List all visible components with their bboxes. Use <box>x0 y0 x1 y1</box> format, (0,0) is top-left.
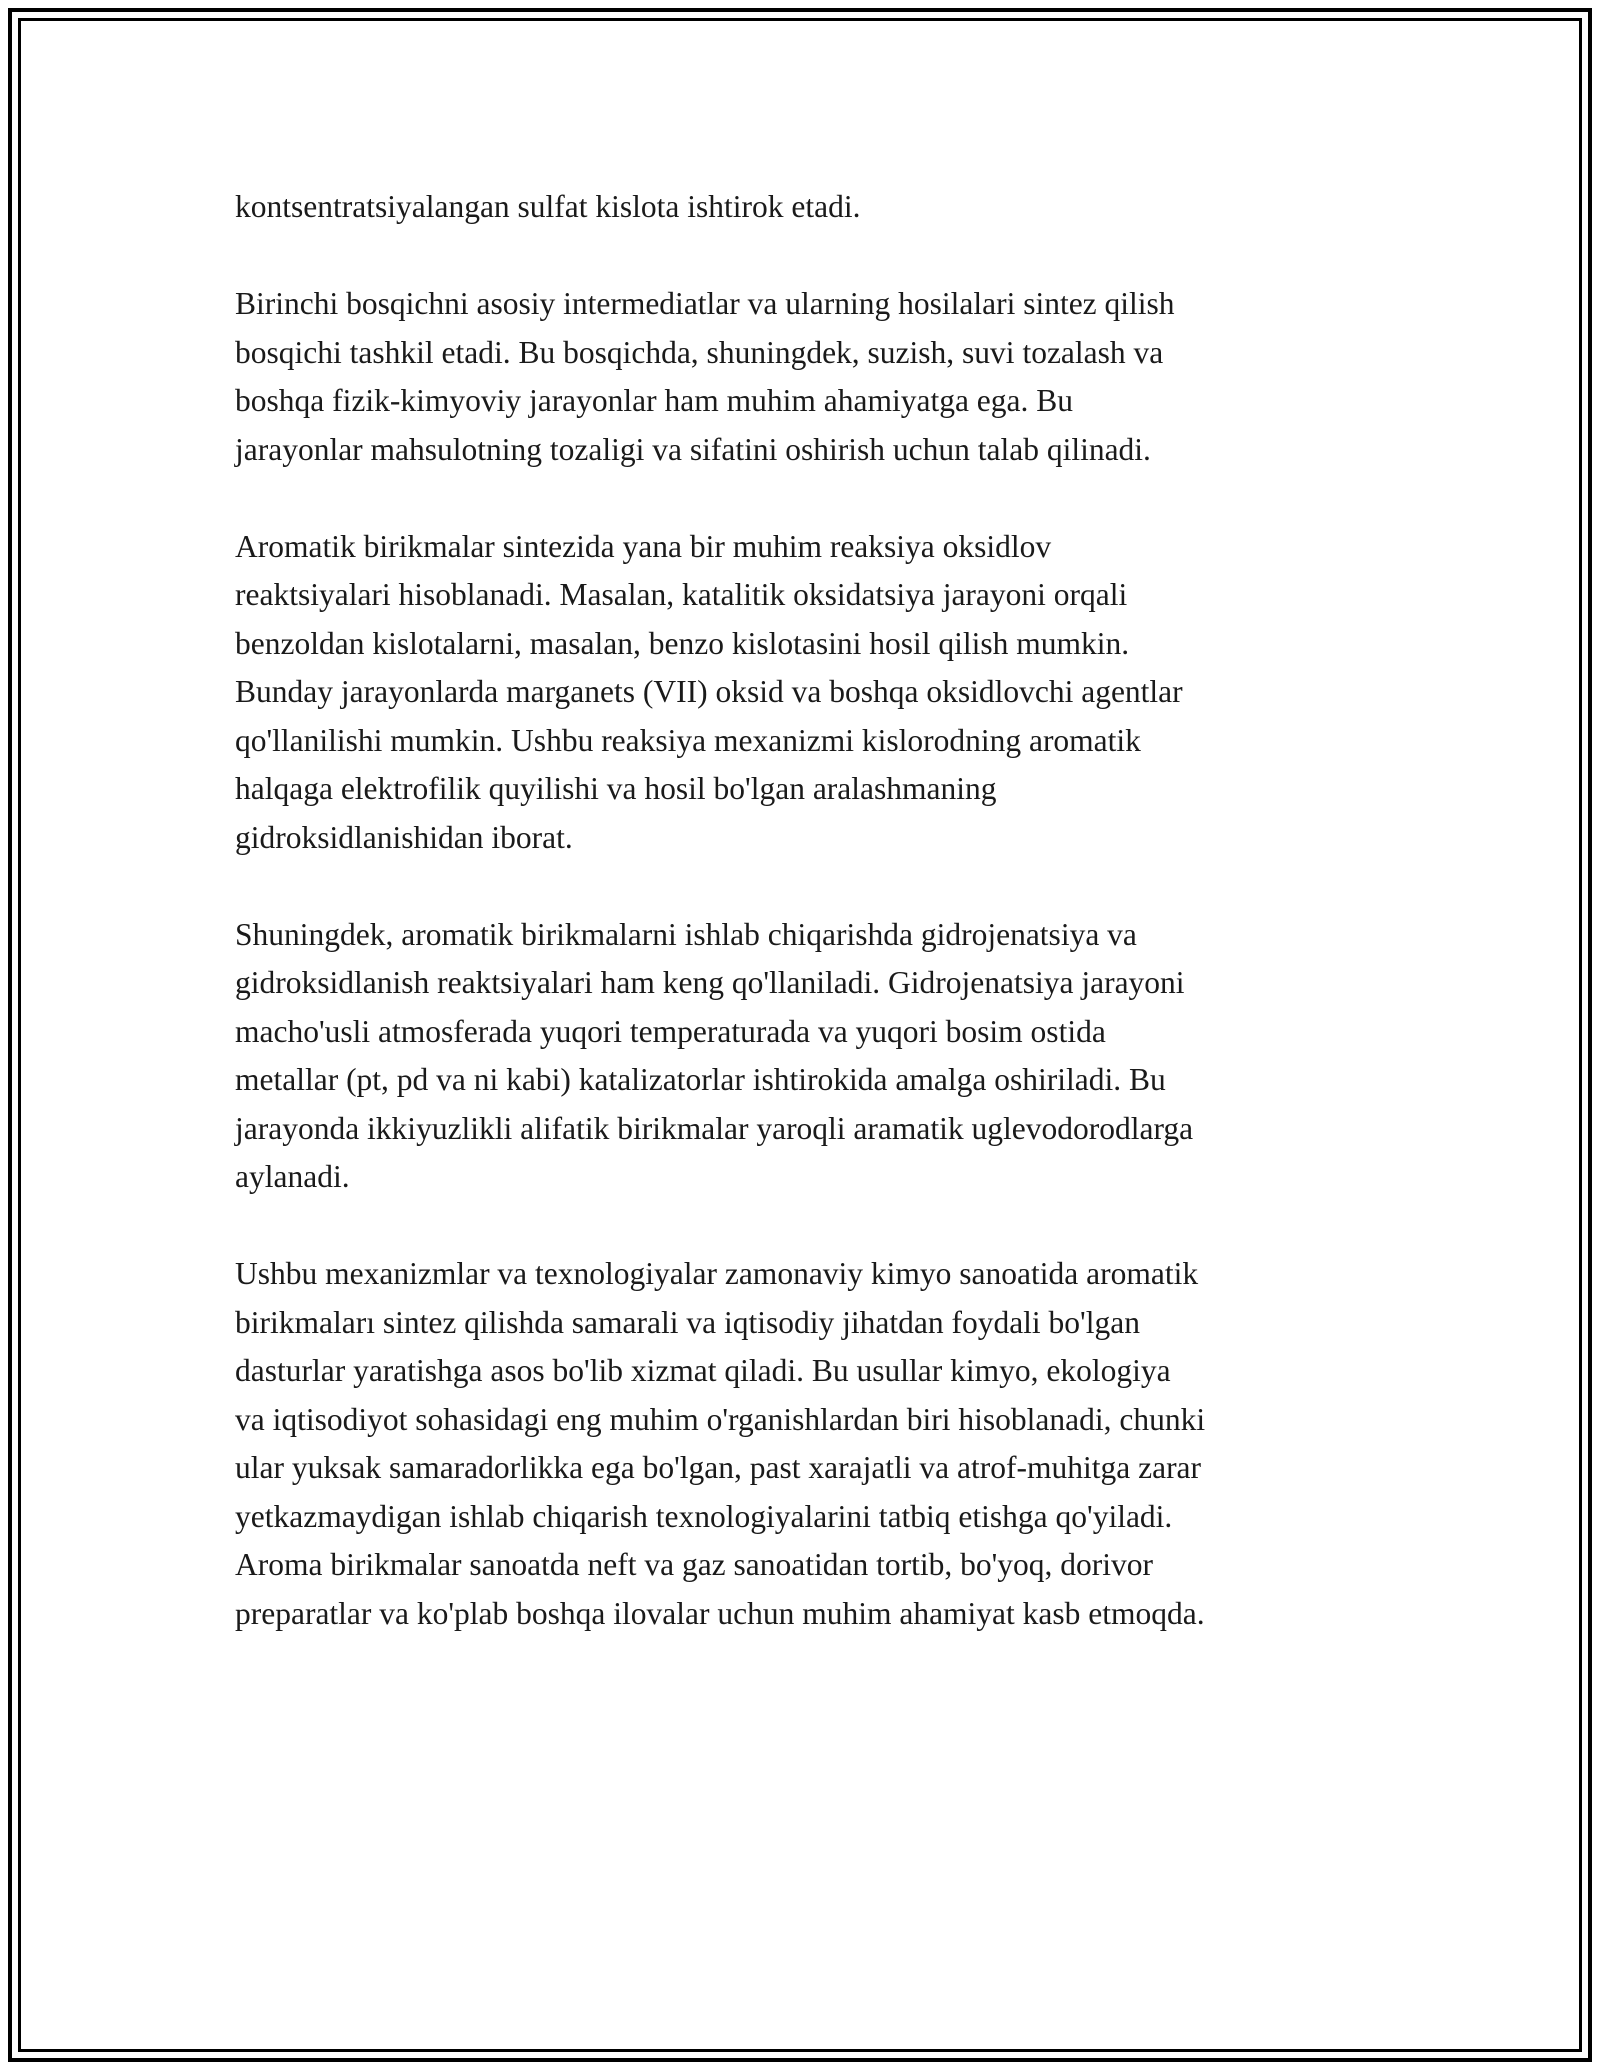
text-line: jarayonda ikkiyuzlikli alifatik birikmalar yaroqli aramatik uglevodorodlarga <box>235 1110 1194 1146</box>
text-line: macho'usli atmosferada yuqori temperaturada va yuqori bosim ostida <box>235 1013 1106 1049</box>
text-line: aylanadi. <box>235 1159 350 1194</box>
text-line: Bunday jarayonlarda marganets (VII) oksid va boshqa oksidlovchi agentlar <box>235 674 1183 709</box>
text-line: bosqichi tashkil etadi. Bu bosqichda, shuningdek, suzish, suvi tozalash va <box>235 334 1164 370</box>
text-line: Shuningdek, aromatik birikmalarni ishlab chiqarishda gidrojenatsiya va <box>235 916 1137 952</box>
text-line: benzoldan kislotalarni, masalan, benzo kislotasini hosil qilish mumkin. <box>235 625 1130 661</box>
document-body <box>235 183 1380 1687</box>
text-line: dasturlar yaratishga asos bo'lib xizmat qiladi. Bu usullar kimyo, ekologiya <box>235 1353 1171 1388</box>
text-line: birikmaları sintez qilishda samarali va iqtisodiy jihatdan foydali bo'lgan <box>235 1304 1140 1340</box>
paragraph-4 <box>235 911 1380 1202</box>
text-line: qo'llanilishi mumkin. Ushbu reaksiya mexanizmi kislorodning aromatik <box>235 722 1141 758</box>
text-line: va iqtisodiyot sohasidagi eng muhim o'rganishlardan biri hisoblanadi, chunki <box>235 1401 1206 1437</box>
text-line: boshqa fizik-kimyoviy jarayonlar ham muhim ahamiyatga ega. Bu <box>235 383 1074 418</box>
text-line: preparatlar va ko'plab boshqa ilovalar uchun muhim ahamiyat kasb etmoqda. <box>235 1595 1205 1631</box>
text-line: ular yuksak samaradorlikka ega bo'lgan, past xarajatli va atrof-muhitga zarar <box>235 1450 1202 1485</box>
paragraph-2 <box>235 280 1380 474</box>
text-line: reaktsiyalari hisoblanadi. Masalan, katalitik oksidatsiya jarayoni orqali <box>235 577 1128 612</box>
text-line: Aromatik birikmalar sintezida yana bir muhim reaksiya oksidlov <box>235 528 1052 564</box>
text-line: yetkazmaydigan ishlab chiqarish texnologiyalarini tatbiq etishga qo'yiladi. <box>235 1498 1173 1534</box>
text-line: gidroksidlanishidan iborat. <box>235 819 573 855</box>
text-line: kontsentratsiyalangan sulfat kislota ishtirok etadi. <box>235 189 861 224</box>
text-line: halqaga elektrofilik quyilishi va hosil bo'lgan aralashmaning <box>235 771 997 806</box>
text-line: Birinchi bosqichni asosiy intermediatlar va ularning hosilalari sintez qilish <box>235 286 1175 321</box>
text-line: Ushbu mexanizmlar va texnologiyalar zamonaviy kimyo sanoatida aromatik <box>235 1256 1199 1291</box>
text-line: jarayonlar mahsulotning tozaligi va sifatini oshirish uchun talab qilinadi. <box>235 431 1151 467</box>
text-line: Aroma birikmalar sanoatda neft va gaz sanoatidan tortib, bo'yoq, dorivor <box>235 1547 1154 1582</box>
text-line: gidroksidlanish reaktsiyalari ham keng qo'llaniladi. Gidrojenatsiya jarayoni <box>235 965 1185 1000</box>
paragraph-3 <box>235 523 1380 863</box>
paragraph-5 <box>235 1250 1380 1638</box>
text-line: metallar (pt, pd va ni kabi) katalizatorlar ishtirokida amalga oshiriladi. Bu <box>235 1062 1166 1097</box>
paragraph-1 <box>235 183 1380 232</box>
